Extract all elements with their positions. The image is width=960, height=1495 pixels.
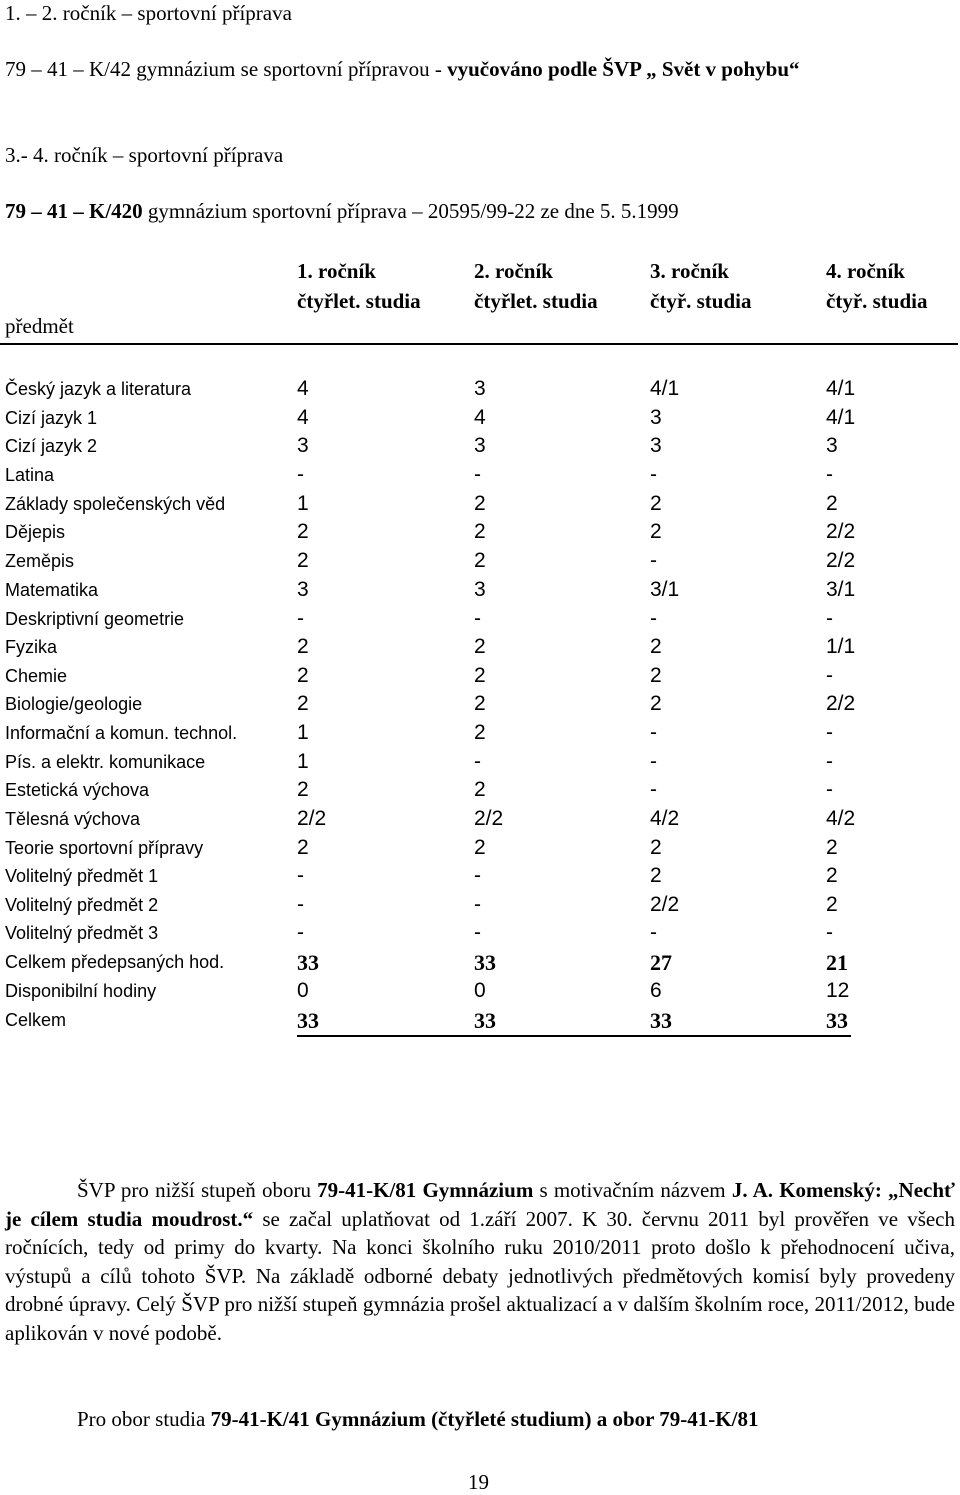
row-value-year-2: 2 [474,664,486,687]
subject-column-header: předmět [5,314,74,338]
row-value-year-4: 1/1 [826,635,856,658]
row-value-year-4: 4/1 [826,406,856,429]
row-value-year-4: 3/1 [826,578,856,601]
table-row [0,580,960,609]
row-value-year-1: 3 [297,434,309,457]
row-value-year-1: 2 [297,664,309,687]
table-row [0,379,960,408]
column-header-1-line1: 1. ročník [297,259,376,283]
row-value-year-3: - [650,549,657,572]
row-value-year-3: - [650,921,657,944]
row-subject: Český jazyk a literatura [5,379,192,399]
row-value-year-1: 2 [297,692,309,715]
row-value-year-4: 3 [826,434,838,457]
row-value-year-3: 33 [650,1008,672,1033]
row-value-year-2: - [474,750,481,773]
row-value-year-1: 2 [297,549,309,572]
row-value-year-1: 2/2 [297,807,327,830]
row-value-year-3: 2 [650,664,662,687]
row-value-year-4: - [826,607,833,630]
row-subject: Celkem předepsaných hod. [5,952,225,972]
row-value-year-1: 3 [297,578,309,601]
row-value-year-2: - [474,463,481,486]
intro-line-4-rest: gymnázium sportovní příprava – 20595/99-22 ze dne 5. 5.1999 [142,199,679,223]
row-subject: Latina [5,465,55,485]
table-row [0,666,960,695]
column-header-4 [826,256,928,316]
paragraph-obor [5,1405,955,1434]
row-subject: Teorie sportovní přípravy [5,838,204,858]
row-value-year-3: - [650,463,657,486]
row-subject: Volitelný předmět 3 [5,923,159,943]
row-subject: Volitelný předmět 2 [5,895,159,915]
row-value-year-4: - [826,921,833,944]
row-value-year-4: - [826,463,833,486]
table-row [0,809,960,838]
row-value-year-3: - [650,778,657,801]
row-value-year-4: - [826,721,833,744]
row-subject: Biologie/geologie [5,694,143,714]
row-value-year-3: 2 [650,492,662,515]
row-subject: Matematika [5,580,99,600]
row-value-year-1: 1 [297,492,309,515]
table-row [0,895,960,924]
column-header-3 [650,256,752,316]
row-subject: Zeměpis [5,551,75,571]
row-value-year-3: 6 [650,979,662,1002]
paragraph-text: Pro obor studia [77,1407,211,1431]
row-value-year-1: 0 [297,979,309,1002]
row-subject: Disponibilní hodiny [5,981,157,1001]
column-header-4-line1: 4. ročník [826,259,905,283]
column-header-1-line2: čtyřlet. studia [297,289,421,313]
row-value-year-2: 2 [474,692,486,715]
row-value-year-2: 4 [474,406,486,429]
row-value-year-1: 4 [297,406,309,429]
intro-line-2 [5,57,800,82]
intro-line-4-bold: 79 – 41 – K/420 [5,199,143,223]
row-value-year-1: 2 [297,520,309,543]
row-value-year-3: 2 [650,520,662,543]
table-row [0,723,960,752]
row-value-year-1: 33 [297,1008,319,1033]
table-row [0,838,960,867]
row-value-year-2: 2 [474,520,486,543]
row-value-year-3: 4/1 [650,377,680,400]
row-value-year-4: 2 [826,836,838,859]
row-value-year-4: 2/2 [826,692,856,715]
table-row [0,465,960,494]
paragraph-bold: J. A. Komenský: „Nechť je cílem studia moudrost.“ [5,1178,955,1231]
table-row [0,609,960,638]
row-value-year-1: 33 [297,950,319,975]
row-value-year-2: 2 [474,549,486,572]
table-row [0,923,960,952]
row-value-year-2: 3 [474,434,486,457]
page-number: 19 [468,1470,489,1494]
row-value-year-4: 4/2 [826,807,856,830]
paragraph-text: se začal uplatňovat od 1.září 2007. K 30. červnu 2011 byl prověřen ve všech ročnících, tedy od primy do kvarty. Na konci školního ruku 2010/2011 proto došlo k přehodnocení učiva, výstupů a cílů tohoto ŠVP. Na základě odborné debaty jednotlivých předmětových komisí byly provedeny drobné úpravy. Celý ŠVP pro nižší stupeň gymnázia prošel aktualizací a v dalším školním roce, 2011/2012, bude aplikován v nové podobě. [5,1206,956,1345]
intro-line-3: 3.- 4. ročník – sportovní příprava [5,143,284,167]
row-value-year-4: - [826,664,833,687]
table-row [0,494,960,523]
row-value-year-1: - [297,893,304,916]
column-header-1 [297,256,421,316]
row-value-year-2: - [474,607,481,630]
row-value-year-4: 21 [826,950,848,975]
row-subject: Pís. a elektr. komunikace [5,752,206,772]
row-value-year-3: 2/2 [650,893,680,916]
row-value-year-2: 2 [474,635,486,658]
row-value-year-1: - [297,864,304,887]
row-value-year-1: - [297,921,304,944]
intro-line-4 [5,199,679,224]
row-subject: Cizí jazyk 2 [5,436,98,456]
intro-line-2-bold: vyučováno podle ŠVP „ Svět v pohybu“ [447,57,800,81]
row-value-year-3: 2 [650,836,662,859]
intro-line-1: 1. – 2. ročník – sportovní příprava [5,1,292,25]
column-header-4-line2: čtyř. studia [826,289,928,313]
paragraph-svp [5,1176,955,1347]
row-value-year-4: 2/2 [826,549,856,572]
row-value-year-2: 3 [474,377,486,400]
row-value-year-3: 3/1 [650,578,680,601]
row-subject: Deskriptivní geometrie [5,609,185,629]
row-value-year-3: - [650,607,657,630]
row-value-year-1: - [297,463,304,486]
row-value-year-4: 2 [826,864,838,887]
row-value-year-1: 2 [297,836,309,859]
row-subject: Tělesná výchova [5,809,141,829]
row-value-year-1: 4 [297,377,309,400]
row-value-year-2: 33 [474,950,496,975]
table-row [0,694,960,723]
column-header-3-line2: čtyř. studia [650,289,752,313]
row-value-year-2: 2 [474,778,486,801]
table-row [0,637,960,666]
row-value-year-2: 33 [474,1008,496,1033]
row-value-year-4: - [826,750,833,773]
table-row [0,752,960,781]
row-value-year-3: 27 [650,950,672,975]
row-subject: Chemie [5,666,68,686]
table-row [0,551,960,580]
column-header-3-line1: 3. ročník [650,259,729,283]
row-subject: Estetická výchova [5,780,150,800]
row-subject: Dějepis [5,522,66,542]
row-value-year-2: 2 [474,721,486,744]
row-value-year-1: 1 [297,750,309,773]
paragraph-text: s motivačním názvem [533,1178,732,1202]
row-value-year-3: - [650,721,657,744]
row-value-year-4: 33 [826,1008,848,1033]
row-value-year-3: 2 [650,864,662,887]
row-value-year-4: 2 [826,492,838,515]
row-value-year-3: - [650,750,657,773]
table-row [0,436,960,465]
row-subject: Cizí jazyk 1 [5,408,98,428]
row-value-year-4: 2 [826,893,838,916]
row-subject: Volitelný předmět 1 [5,866,159,886]
row-value-year-2: 2 [474,492,486,515]
row-value-year-4: 12 [826,979,850,1002]
column-header-2-line2: čtyřlet. studia [474,289,598,313]
table-row [0,408,960,437]
total-underline [297,1035,851,1037]
row-value-year-2: 2/2 [474,807,504,830]
paragraph-bold: 79-41-K/81 Gymnázium [317,1178,534,1202]
row-value-year-2: - [474,893,481,916]
row-value-year-2: - [474,921,481,944]
row-subject: Celkem [5,1010,67,1030]
row-value-year-4: 4/1 [826,377,856,400]
intro-line-2-prefix: 79 – 41 – K/42 gymnázium se sportovní přípravou - [5,57,448,81]
row-value-year-3: 2 [650,692,662,715]
row-value-year-2: 2 [474,836,486,859]
row-value-year-4: 2/2 [826,520,856,543]
row-value-year-1: 2 [297,635,309,658]
row-value-year-4: - [826,778,833,801]
table-header-rule [0,343,958,345]
column-header-2-line1: 2. ročník [474,259,553,283]
row-value-year-3: 4/2 [650,807,680,830]
row-subject: Fyzika [5,637,58,657]
row-value-year-1: - [297,607,304,630]
row-subject: Základy společenských věd [5,494,226,514]
table-row [0,952,960,981]
column-header-2 [474,256,598,316]
row-value-year-1: 2 [297,778,309,801]
row-value-year-2: - [474,864,481,887]
row-value-year-2: 3 [474,578,486,601]
row-subject: Informační a komun. technol. [5,723,238,743]
table-row [0,981,960,1010]
row-value-year-3: 3 [650,406,662,429]
table-row [0,780,960,809]
table-row [0,866,960,895]
paragraph-bold: 79-41-K/41 Gymnázium (čtyřleté studium) a obor 79-41-K/81 [210,1407,759,1431]
row-value-year-2: 0 [474,979,486,1002]
row-value-year-3: 2 [650,635,662,658]
row-value-year-3: 3 [650,434,662,457]
paragraph-text: ŠVP pro nižší stupeň oboru [77,1178,318,1202]
row-value-year-1: 1 [297,721,309,744]
table-row [0,522,960,551]
